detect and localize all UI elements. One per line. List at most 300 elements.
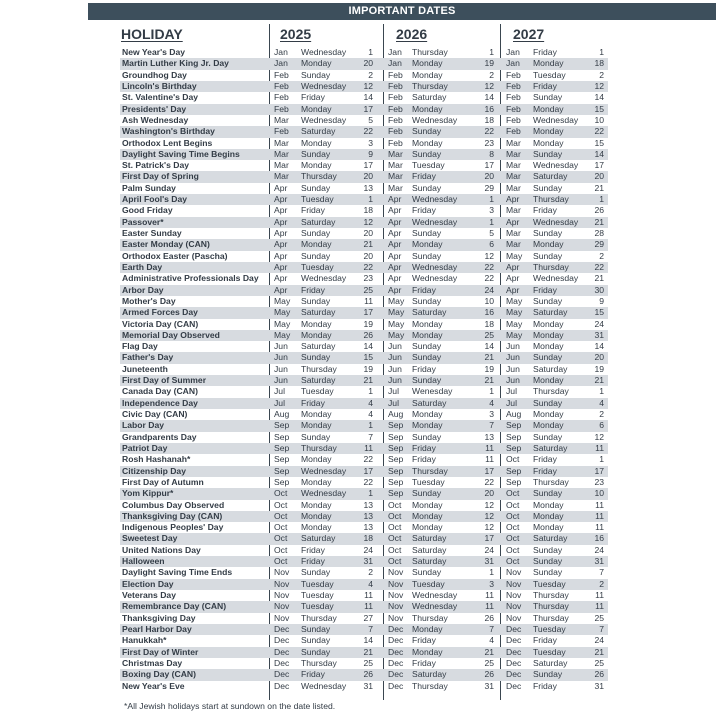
month-2027: Apr (506, 194, 520, 205)
month-2026: Jan (388, 47, 402, 57)
day-2026: 22 (484, 273, 494, 284)
holiday-name: Washington's Birthday (122, 126, 215, 137)
month-2027: Jan (506, 58, 520, 69)
table-row (120, 352, 608, 363)
day-2027: 1 (599, 386, 604, 397)
weekday-2026: Sunday (412, 126, 442, 137)
day-2025: 4 (368, 409, 373, 419)
weekday-2026: Friday (412, 363, 436, 374)
month-2026: Jun (388, 363, 402, 374)
weekday-2027: Saturday (533, 171, 568, 182)
day-2025: 19 (363, 363, 373, 374)
holiday-name: New Year's Day (122, 47, 186, 57)
month-2027: Oct (506, 510, 520, 521)
day-2026: 22 (484, 261, 494, 272)
weekday-2027: Sunday (533, 228, 563, 238)
month-2025: Feb (274, 92, 289, 103)
weekday-2027: Monday (533, 126, 564, 137)
table-row (120, 556, 608, 567)
month-2026: Aug (388, 409, 404, 419)
month-2025: Jun (274, 363, 288, 374)
day-2025: 9 (368, 148, 373, 159)
table-row (120, 262, 608, 273)
day-2026: 4 (489, 635, 494, 646)
weekday-2026: Monday (412, 623, 443, 634)
day-2027: 22 (594, 126, 604, 137)
holiday-name: Armed Forces Day (122, 307, 198, 318)
month-2026: Oct (388, 544, 402, 555)
month-2026: May (388, 295, 405, 306)
weekday-2025: Wednesday (301, 465, 347, 476)
month-2027: Oct (506, 522, 520, 533)
weekday-2027: Wednesday (533, 216, 579, 227)
weekday-2026: Wednesday (412, 194, 458, 205)
weekday-2027: Wednesday (533, 114, 579, 125)
day-2026: 21 (484, 646, 494, 657)
holiday-name: Civic Day (CAN) (122, 409, 188, 419)
month-2026: Jul (388, 386, 399, 397)
day-2025: 13 (363, 182, 373, 193)
weekday-2026: Monday (412, 499, 443, 510)
day-2027: 2 (599, 578, 604, 589)
month-2027: Feb (506, 69, 521, 80)
day-2026: 10 (484, 295, 494, 306)
day-2027: 29 (594, 239, 604, 250)
month-2026: Oct (388, 556, 402, 567)
month-2026: Apr (388, 239, 402, 250)
day-2025: 1 (368, 488, 373, 499)
day-2027: 1 (599, 454, 604, 465)
day-2025: 18 (363, 205, 373, 216)
day-2027: 17 (594, 160, 604, 171)
table-row (120, 138, 608, 149)
day-2027: 2 (599, 69, 604, 80)
day-2025: 24 (363, 544, 373, 555)
holiday-name: April Fool's Day (122, 194, 188, 205)
holiday-header: HOLIDAY (121, 26, 183, 42)
holiday-name: First Day of Winter (122, 646, 199, 657)
month-2026: Nov (388, 578, 404, 589)
month-2027: Feb (506, 103, 521, 114)
weekday-2025: Friday (301, 544, 325, 555)
day-2026: 8 (489, 148, 494, 159)
weekday-2025: Sunday (301, 646, 331, 657)
table-row (120, 624, 608, 635)
table-row (120, 239, 608, 250)
day-2027: 9 (599, 295, 604, 306)
month-2027: Dec (506, 657, 522, 668)
day-2026: 23 (484, 137, 494, 148)
month-2025: Jun (274, 341, 288, 352)
weekday-2025: Sunday (301, 295, 331, 306)
day-2026: 29 (484, 182, 494, 193)
holiday-name: Election Day (122, 578, 174, 589)
day-2025: 11 (364, 601, 373, 612)
day-2027: 2 (599, 409, 604, 419)
holiday-name: Rosh Hashanah* (122, 454, 191, 465)
day-2025: 20 (363, 171, 373, 182)
month-2026: May (388, 307, 405, 318)
month-2026: Sep (388, 465, 404, 476)
month-2027: Mar (506, 160, 521, 171)
holiday-name: Mother's Day (122, 295, 176, 306)
day-2026: 12 (484, 510, 494, 521)
day-2027: 24 (594, 544, 604, 555)
day-2026: 20 (484, 488, 494, 499)
day-2025: 11 (364, 590, 373, 600)
month-2026: Mar (388, 160, 403, 171)
holiday-name: Administrative Professionals Day (122, 273, 259, 284)
month-2025: Mar (274, 114, 289, 125)
month-2026: Jun (388, 375, 402, 386)
month-2025: Nov (274, 567, 290, 578)
weekday-2027: Friday (533, 284, 557, 295)
day-2026: 3 (489, 205, 494, 216)
month-2027: May (506, 295, 523, 306)
weekday-2026: Monday (412, 420, 443, 431)
month-2027: Mar (506, 137, 521, 148)
weekday-2027: Friday (533, 205, 557, 216)
day-2027: 11 (595, 499, 604, 510)
month-2025: Apr (274, 250, 288, 261)
day-2026: 3 (489, 578, 494, 589)
day-2026: 17 (484, 465, 494, 476)
holiday-name: Labor Day (122, 420, 165, 431)
month-2027: Nov (506, 590, 522, 600)
day-2027: 10 (594, 488, 604, 499)
weekday-2026: Wenesday (412, 386, 453, 397)
weekday-2025: Sunday (301, 352, 331, 363)
holiday-name: Lincoln's Birthday (122, 80, 197, 91)
month-2027: Jul (506, 386, 517, 397)
footnote: *All Jewish holidays start at sundown on the date listed. (124, 701, 336, 711)
weekday-2027: Sunday (533, 556, 563, 567)
weekday-2026: Monday (412, 409, 443, 419)
month-2027: Dec (506, 669, 522, 680)
month-2027: Dec (506, 623, 522, 634)
weekday-2027: Saturday (533, 307, 568, 318)
weekday-2025: Friday (301, 92, 325, 103)
month-2027: Apr (506, 273, 520, 284)
day-2026: 22 (484, 126, 494, 137)
month-2026: Mar (388, 171, 403, 182)
day-2026: 24 (484, 544, 494, 555)
table-row (120, 296, 608, 307)
table-row (120, 613, 608, 624)
day-2027: 14 (594, 341, 604, 352)
weekday-2027: Saturday (533, 442, 568, 453)
day-2026: 18 (484, 114, 494, 125)
holiday-name: Canada Day (CAN) (122, 386, 198, 397)
weekday-2027: Thursday (533, 590, 569, 600)
month-2025: Apr (274, 182, 288, 193)
day-2027: 19 (594, 363, 604, 374)
day-2027: 14 (594, 148, 604, 159)
day-2025: 4 (368, 397, 373, 408)
month-2027: Dec (506, 635, 522, 646)
weekday-2026: Friday (412, 205, 436, 216)
day-2027: 21 (594, 216, 604, 227)
day-2027: 11 (595, 601, 604, 612)
month-2025: Dec (274, 646, 290, 657)
table-row (120, 285, 608, 296)
weekday-2027: Monday (533, 329, 564, 340)
day-2026: 12 (484, 499, 494, 510)
month-2026: Oct (388, 522, 402, 533)
month-2025: Dec (274, 669, 290, 680)
year-2026-header: 2026 (396, 26, 428, 42)
holiday-name: Earth Day (122, 261, 163, 272)
weekday-2027: Sunday (533, 544, 563, 555)
month-2025: Apr (274, 194, 288, 205)
month-2025: Apr (274, 239, 288, 250)
weekday-2025: Monday (301, 58, 332, 69)
holiday-name: Hanukkah* (122, 635, 167, 646)
day-2027: 1 (599, 47, 604, 57)
holiday-name: New Year's Eve (122, 680, 185, 691)
table-row (120, 398, 608, 409)
weekday-2025: Monday (301, 409, 332, 419)
weekday-2027: Sunday (533, 148, 563, 159)
day-2027: 23 (594, 476, 604, 487)
table-row (120, 488, 608, 499)
month-2027: Oct (506, 488, 520, 499)
holiday-name: Veterans Day (122, 590, 176, 600)
table-row (120, 533, 608, 544)
table-row (120, 205, 608, 216)
weekday-2027: Sunday (533, 488, 563, 499)
month-2027: Dec (506, 680, 522, 691)
day-2025: 20 (363, 228, 373, 238)
day-2026: 25 (484, 329, 494, 340)
month-2026: Apr (388, 250, 402, 261)
weekday-2025: Thursday (301, 171, 337, 182)
day-2026: 7 (489, 623, 494, 634)
month-2025: Oct (274, 499, 288, 510)
day-2026: 26 (484, 669, 494, 680)
day-2027: 21 (594, 375, 604, 386)
month-2026: Nov (388, 567, 404, 578)
month-2025: Oct (274, 510, 288, 521)
weekday-2026: Wednesday (412, 601, 458, 612)
month-2027: Feb (506, 92, 521, 103)
weekday-2026: Saturday (412, 92, 447, 103)
month-2026: Jan (388, 58, 402, 69)
holiday-name: Arbor Day (122, 284, 164, 295)
weekday-2025: Wednesday (301, 680, 347, 691)
day-2026: 20 (484, 171, 494, 182)
day-2025: 22 (363, 126, 373, 137)
month-2027: Oct (506, 556, 520, 567)
month-2025: Aug (274, 409, 290, 419)
weekday-2025: Monday (301, 499, 332, 510)
weekday-2025: Friday (301, 556, 325, 567)
month-2026: Oct (388, 499, 402, 510)
holiday-name: Grandparents Day (122, 431, 197, 442)
weekday-2027: Thursday (533, 261, 569, 272)
month-2026: Apr (388, 216, 402, 227)
weekday-2026: Friday (412, 442, 436, 453)
day-2025: 22 (363, 261, 373, 272)
day-2026: 11 (485, 601, 494, 612)
weekday-2025: Thursday (301, 363, 337, 374)
month-2027: Apr (506, 261, 520, 272)
month-2027: May (506, 307, 523, 318)
day-2025: 1 (368, 194, 373, 205)
weekday-2025: Wednesday (301, 488, 347, 499)
month-2025: Dec (274, 623, 290, 634)
table-row (120, 511, 608, 522)
month-2025: Jan (274, 47, 288, 57)
holiday-name: Halloween (122, 556, 165, 567)
month-2025: Feb (274, 126, 289, 137)
table-row (120, 601, 608, 612)
day-2026: 12 (484, 250, 494, 261)
month-2026: Jul (388, 397, 399, 408)
month-2027: May (506, 329, 523, 340)
weekday-2027: Tuesday (533, 69, 566, 80)
important-dates-banner: IMPORTANT DATES (88, 3, 716, 20)
holiday-name: Palm Sunday (122, 182, 176, 193)
weekday-2027: Sunday (533, 567, 563, 578)
weekday-2025: Thursday (301, 612, 337, 623)
weekday-2027: Thursday (533, 386, 569, 397)
month-2027: Nov (506, 578, 522, 589)
month-2026: Sep (388, 431, 404, 442)
month-2027: Jan (506, 47, 520, 57)
weekday-2026: Thursday (412, 612, 448, 623)
weekday-2027: Monday (533, 58, 564, 69)
weekday-2027: Monday (533, 499, 564, 510)
month-2026: Apr (388, 284, 402, 295)
day-2026: 16 (484, 307, 494, 318)
weekday-2027: Monday (533, 239, 564, 250)
weekday-2025: Tuesday (301, 578, 334, 589)
day-2026: 6 (489, 239, 494, 250)
month-2025: Apr (274, 284, 288, 295)
day-2027: 14 (594, 92, 604, 103)
day-2027: 21 (594, 646, 604, 657)
month-2025: Jun (274, 375, 288, 386)
month-2026: Nov (388, 612, 404, 623)
month-2027: Sep (506, 442, 522, 453)
day-2026: 25 (484, 657, 494, 668)
holiday-name: Thanksgiving Day (122, 612, 196, 623)
day-2025: 19 (363, 318, 373, 329)
table-row (120, 681, 608, 692)
weekday-2025: Friday (301, 669, 325, 680)
holiday-name: First Day of Autumn (122, 476, 204, 487)
table-row (120, 70, 608, 81)
day-2025: 7 (368, 623, 373, 634)
month-2026: Feb (388, 137, 403, 148)
day-2026: 17 (484, 533, 494, 544)
day-2025: 20 (363, 58, 373, 69)
month-2026: Apr (388, 228, 402, 238)
day-2025: 15 (363, 352, 373, 363)
weekday-2026: Saturday (412, 669, 447, 680)
day-2026: 13 (484, 431, 494, 442)
table-row (120, 171, 608, 182)
weekday-2026: Sunday (412, 352, 442, 363)
day-2027: 7 (599, 623, 604, 634)
weekday-2027: Thursday (533, 476, 569, 487)
month-2027: Nov (506, 567, 522, 578)
day-2025: 11 (364, 295, 373, 306)
weekday-2026: Friday (412, 454, 436, 465)
weekday-2026: Monday (412, 318, 443, 329)
month-2025: Apr (274, 261, 288, 272)
weekday-2025: Tuesday (301, 194, 334, 205)
weekday-2025: Friday (301, 397, 325, 408)
weekday-2027: Friday (533, 680, 557, 691)
weekday-2027: Saturday (533, 657, 568, 668)
day-2027: 12 (594, 431, 604, 442)
day-2026: 22 (484, 476, 494, 487)
day-2026: 16 (484, 103, 494, 114)
day-2027: 15 (594, 137, 604, 148)
holiday-name: Independence Day (122, 397, 198, 408)
month-2027: Oct (506, 499, 520, 510)
weekday-2026: Sunday (412, 148, 442, 159)
month-2026: Mar (388, 182, 403, 193)
holiday-name: Ash Wednesday (122, 114, 189, 125)
day-2025: 17 (363, 103, 373, 114)
day-2027: 25 (594, 612, 604, 623)
weekday-2025: Tuesday (301, 601, 334, 612)
month-2025: Apr (274, 228, 288, 238)
day-2026: 1 (489, 194, 494, 205)
day-2026: 21 (484, 352, 494, 363)
holiday-name: Martin Luther King Jr. Day (122, 58, 229, 69)
weekday-2025: Sunday (301, 431, 331, 442)
weekday-2026: Tuesday (412, 476, 445, 487)
day-2025: 12 (363, 80, 373, 91)
month-2027: Apr (506, 216, 520, 227)
weekday-2026: Thursday (412, 680, 448, 691)
weekday-2025: Sunday (301, 228, 331, 238)
month-2027: Feb (506, 126, 521, 137)
month-2025: Mar (274, 171, 289, 182)
month-2026: Feb (388, 92, 403, 103)
month-2026: May (388, 318, 405, 329)
month-2026: May (388, 329, 405, 340)
holiday-name: Orthodox Easter (Pascha) (122, 250, 228, 261)
month-2026: Feb (388, 80, 403, 91)
day-2027: 26 (594, 205, 604, 216)
weekday-2026: Thursday (412, 47, 448, 57)
table-row (120, 409, 608, 420)
month-2027: Sep (506, 431, 522, 442)
month-2025: Nov (274, 590, 290, 600)
day-2027: 18 (594, 58, 604, 69)
weekday-2027: Tuesday (533, 623, 566, 634)
table-row (120, 92, 608, 103)
day-2027: 4 (599, 397, 604, 408)
month-2027: Mar (506, 171, 521, 182)
month-2026: Sep (388, 488, 404, 499)
day-2026: 21 (484, 375, 494, 386)
day-2026: 31 (484, 680, 494, 691)
month-2027: Sep (506, 465, 522, 476)
weekday-2027: Wednesday (533, 160, 579, 171)
weekday-2025: Monday (301, 239, 332, 250)
weekday-2025: Thursday (301, 657, 337, 668)
weekday-2025: Wednesday (301, 114, 347, 125)
weekday-2026: Monday (412, 522, 443, 533)
weekday-2026: Friday (412, 284, 436, 295)
day-2027: 24 (594, 318, 604, 329)
